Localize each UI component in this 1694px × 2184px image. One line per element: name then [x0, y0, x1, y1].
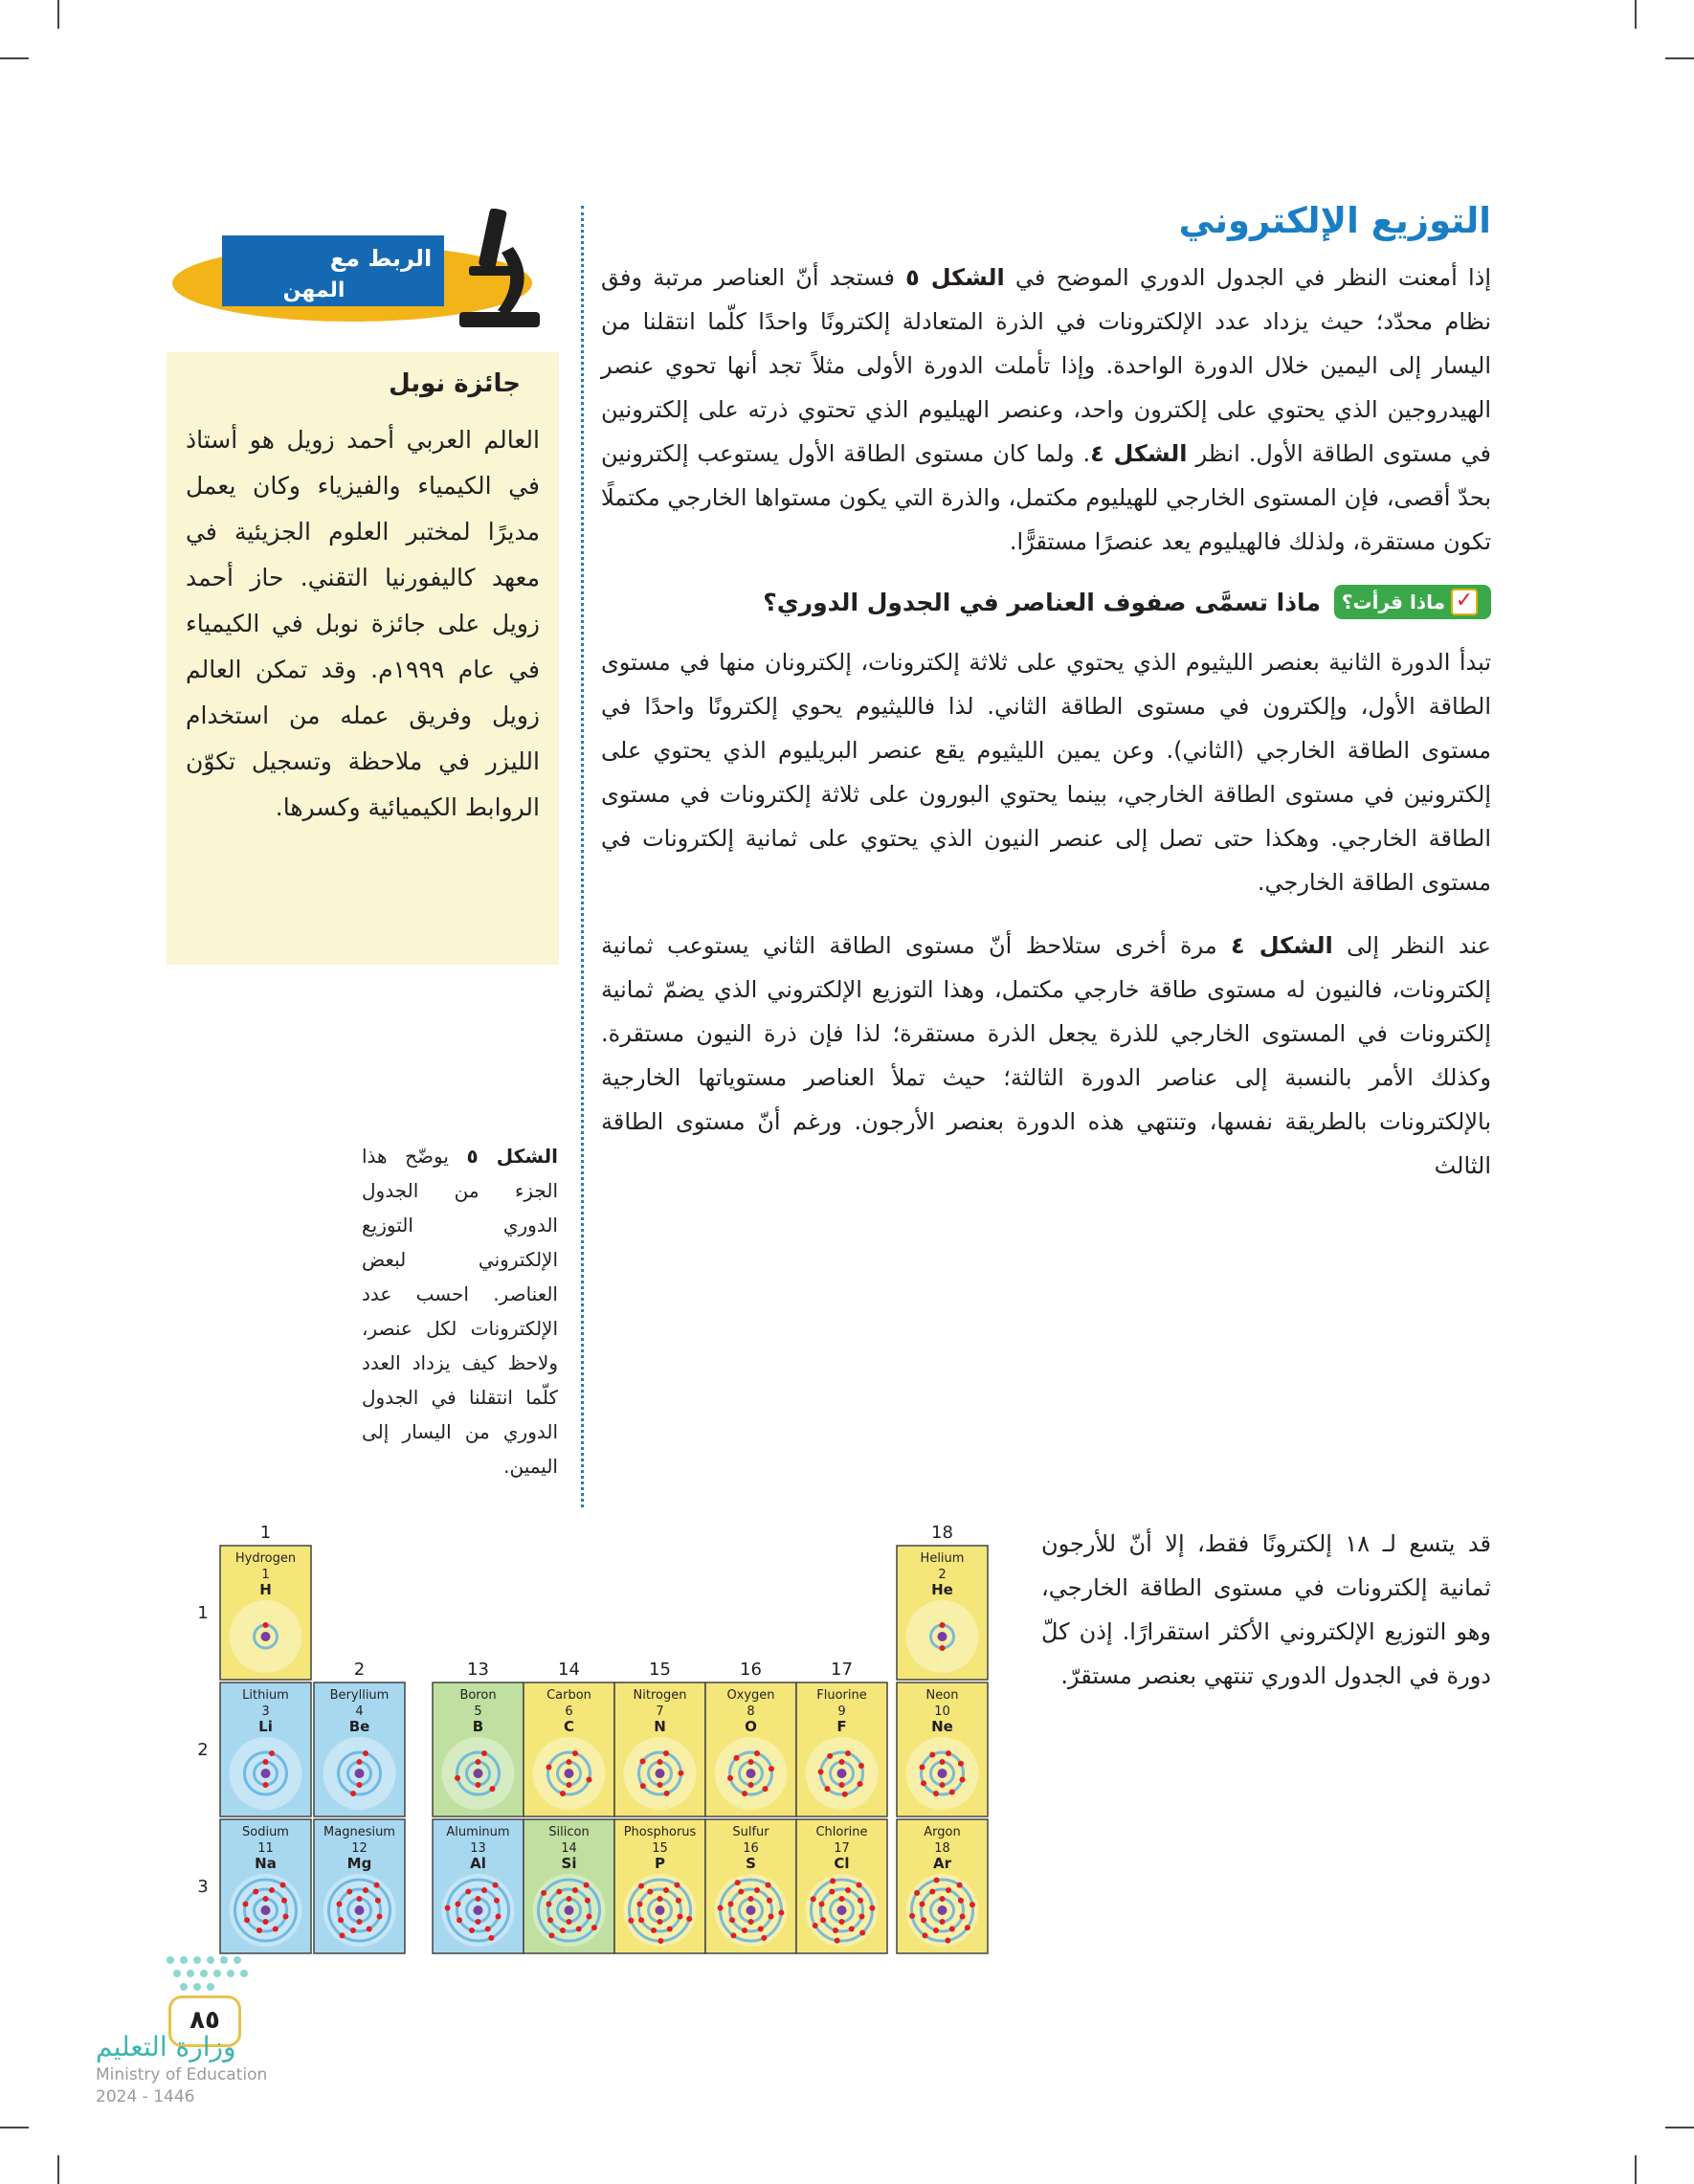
- electron: [273, 1926, 279, 1931]
- paragraph-period-three: عند النظر إلى الشكل ٤ مرة أخرى ستلاحظ أنّ مستوى الطاقة الثاني يستوعب ثمانية إلكترونات، فالنيون له مستوى طاقة خارجي مكتمل، وهذا التوزيع الإلكتروني الذي يضمّ ثمانية إلكترونات في المستوى الخارجي للذرة يجعل الذرة مستقرة؛ لذا فإن ذرة النيون مستقرة. وكذلك الأمر بالنسبة إلى عناصر الدورة الثالثة؛ حيث تملأ العناصر مستوياتها الخارجية بالإلكترونات بالطريقة نفسها، وتنتهي هذه الدورة بعنصر الأرجون. ورغم أنّ مستوى الطاقة الثالث: [601, 932, 1491, 1179]
- electron: [678, 1914, 683, 1920]
- electron: [678, 1771, 683, 1776]
- electron: [859, 1929, 865, 1935]
- figure-caption: الشكل ٥ يوضّح هذا الجزء من الجدول الدوري التوزيع الإلكتروني لبعض العناصر. احسب عدد الإلكترونات لكل عنصر، ولاحظ كيف يزداد العدد كلّما انتقلنا في الجدول الدوري من اليسار إلى اليمين.: [362, 1145, 559, 1478]
- electron: [567, 1896, 572, 1902]
- element-number: 6: [565, 1705, 573, 1719]
- electron: [842, 1792, 848, 1797]
- electron: [658, 1896, 663, 1902]
- electron: [758, 1926, 764, 1931]
- electron: [754, 1750, 760, 1756]
- electron: [960, 1914, 966, 1920]
- nucleus: [355, 1769, 365, 1778]
- element-number: 2: [938, 1568, 947, 1582]
- nucleus: [938, 1905, 947, 1915]
- electron: [730, 1932, 736, 1938]
- element-name: Chlorine: [815, 1825, 868, 1839]
- electron: [858, 1898, 863, 1904]
- element-symbol: Be: [348, 1718, 370, 1735]
- nucleus: [565, 1769, 574, 1778]
- banner-line-1: الربط مع: [329, 245, 433, 272]
- element-name: Silicon: [548, 1825, 590, 1839]
- electron: [675, 1883, 680, 1888]
- electron: [476, 1782, 481, 1788]
- electron: [338, 1917, 344, 1923]
- electron: [667, 1926, 673, 1931]
- electron: [445, 1905, 451, 1911]
- nucleus: [474, 1905, 483, 1915]
- caption-label: الشكل ٥: [466, 1145, 559, 1168]
- electron: [729, 1917, 735, 1923]
- reading-check-badge: ✓ ماذا قرأت؟: [1334, 585, 1491, 619]
- crop-mark: [1665, 57, 1694, 59]
- electron: [940, 1645, 946, 1651]
- element-symbol: N: [654, 1718, 666, 1735]
- nucleus: [261, 1632, 271, 1641]
- electron: [638, 1883, 644, 1889]
- element-number: 10: [934, 1705, 950, 1719]
- electron: [827, 1753, 833, 1759]
- electron: [769, 1766, 774, 1772]
- electron: [762, 1786, 768, 1792]
- electron: [766, 1883, 771, 1888]
- element-symbol: He: [931, 1581, 953, 1598]
- element-symbol: F: [836, 1718, 847, 1735]
- electron: [845, 1750, 851, 1756]
- crop-mark: [1635, 2155, 1637, 2184]
- element-symbol: S: [746, 1855, 756, 1872]
- electron: [357, 1896, 363, 1902]
- page-number: ٨٥: [168, 1995, 241, 2047]
- electron: [748, 1782, 754, 1788]
- electron: [640, 1758, 646, 1764]
- electron: [476, 1759, 481, 1765]
- electron: [567, 1919, 572, 1925]
- paragraph-wrap-continuation: قد يتسع لـ ١٨ إلكترونًا فقط، إلا أنّ للأرجون ثمانية إلكترونات في مستوى الطاقة الخارجي، وهو التوزيع الإلكتروني الأكثر استقرارًا. إذن كلّ دورة في الجدول الدوري تنتهي بعنصر مستقرّ.: [1041, 1530, 1491, 1689]
- electron: [494, 1898, 500, 1904]
- element-symbol: Si: [561, 1855, 577, 1872]
- nucleus: [355, 1905, 365, 1915]
- element-symbol: O: [745, 1718, 757, 1735]
- electron: [940, 1919, 946, 1925]
- electron: [638, 1917, 644, 1923]
- element-name: Argon: [924, 1825, 961, 1839]
- electron: [658, 1938, 663, 1944]
- electron: [336, 1901, 342, 1906]
- electron: [811, 1896, 816, 1902]
- electron: [587, 1777, 592, 1783]
- element-number: 5: [474, 1705, 482, 1719]
- electron: [263, 1896, 269, 1902]
- group-label: 16: [740, 1660, 762, 1680]
- edition-year: 2024 - 1446: [96, 2087, 195, 2106]
- electron: [933, 1791, 939, 1796]
- element-symbol: Ar: [932, 1855, 952, 1872]
- electron: [933, 1928, 939, 1933]
- electron: [493, 1883, 499, 1888]
- electron: [269, 1750, 275, 1756]
- electron: [748, 1896, 754, 1902]
- electron: [476, 1919, 481, 1925]
- electron: [541, 1890, 546, 1896]
- element-symbol: Al: [470, 1855, 486, 1872]
- electron: [946, 1750, 951, 1756]
- ministry-logo-dots: [161, 1952, 266, 1995]
- electron: [375, 1898, 381, 1904]
- figure-4-reference: الشكل ٤: [1090, 440, 1188, 467]
- electron: [769, 1914, 774, 1920]
- electron: [849, 1926, 855, 1931]
- electron: [567, 1782, 572, 1788]
- electron: [919, 1764, 925, 1770]
- electron: [269, 1887, 275, 1893]
- element-symbol: Cl: [834, 1855, 850, 1872]
- electron: [465, 1889, 471, 1895]
- electron: [929, 1889, 935, 1895]
- element-symbol: Li: [258, 1718, 273, 1735]
- electron: [584, 1883, 590, 1888]
- electron: [676, 1898, 681, 1904]
- electron: [727, 1775, 733, 1781]
- element-number: 12: [351, 1841, 368, 1856]
- element-name: Beryllium: [329, 1688, 390, 1703]
- electron: [734, 1755, 740, 1761]
- electron: [651, 1928, 657, 1933]
- ministry-logo-arabic: وزارة التعليم: [96, 2031, 236, 2062]
- element-number: 7: [656, 1705, 664, 1719]
- electron: [839, 1896, 845, 1902]
- electron: [748, 1919, 754, 1925]
- electron: [958, 1898, 964, 1904]
- electron: [560, 1791, 566, 1796]
- element-name: Helium: [920, 1551, 965, 1566]
- sidebar-text: العالم العربي أحمد زويل هو أستاذ في الكيمياء والفيزياء وكان يعمل مديرًا لمختبر العلوم الجزيئية في معهد كاليفورنيا التقني. حاز أحمد زويل على جائزة نوبل في الكيمياء في عام ١٩٩٩م. وقد تمكن العالم زويل وفريق عمله من استخدام الليزر في ملاحظة وتسجيل تكوّن الروابط الكيميائية وكسرها.: [186, 426, 540, 821]
- period-label: 3: [197, 1877, 209, 1897]
- electron: [830, 1878, 836, 1883]
- electron: [546, 1901, 551, 1906]
- electron: [339, 1932, 345, 1938]
- electron: [686, 1916, 692, 1922]
- electron: [859, 1914, 865, 1920]
- banner-line-2: المهن: [282, 279, 345, 302]
- element-name: Sulfur: [732, 1825, 769, 1839]
- paragraph-period-two: تبدأ الدورة الثانية بعنصر الليثيوم الذي يحتوي على ثلاثة إلكترونات، إلكترونان منها في مستوى الطاقة الأول، وإلكترون في مستوى الطاقة الثاني. لذا فالليثيوم يحوي إلكترونًا واحدًا في مستوى الطاقة الخارجي (الثاني). وعن يمين الليثيوم يقع عنصر البريليوم الذي يحتوي على إلكترونين في مستوى الطاقة الخارجي، بينما يحتوي البورون على ثلاثة إلكترونات في مستوى الطاقة الخارجي. وهكذا حتى تصل إلى عنصر النيون الذي يحتوي على ثمانية إلكترونات في مستوى الطاقة الخارجي.: [601, 649, 1491, 896]
- group-label: 1: [259, 1523, 272, 1543]
- electron: [556, 1889, 562, 1895]
- group-label: 15: [649, 1660, 671, 1680]
- electron: [921, 1780, 926, 1786]
- element-name: Sodium: [242, 1825, 289, 1839]
- element-name: Carbon: [546, 1688, 591, 1703]
- electron: [263, 1919, 269, 1925]
- electron: [829, 1889, 835, 1895]
- electron: [476, 1896, 481, 1902]
- element-number: 13: [470, 1841, 486, 1856]
- electron: [560, 1928, 566, 1933]
- element-name: Phosphorus: [623, 1825, 697, 1839]
- element-symbol: Ne: [931, 1718, 953, 1735]
- electron: [825, 1786, 831, 1792]
- reading-check-question: ماذا تسمَّى صفوف العناصر في الجدول الدوري؟: [763, 588, 1321, 616]
- crop-mark: [0, 57, 29, 59]
- electron: [357, 1759, 363, 1765]
- element-number: 9: [837, 1705, 846, 1719]
- electron: [818, 1901, 824, 1906]
- element-number: 16: [743, 1841, 759, 1856]
- nucleus: [656, 1769, 665, 1778]
- electron: [858, 1781, 863, 1787]
- electron: [945, 1937, 950, 1943]
- electron: [283, 1914, 289, 1920]
- electron: [742, 1928, 747, 1933]
- electron: [958, 1761, 964, 1767]
- electron: [909, 1913, 915, 1919]
- electron: [858, 1763, 864, 1769]
- electron: [658, 1759, 663, 1765]
- element-name: Magnesium: [323, 1825, 395, 1839]
- electron: [658, 1782, 663, 1788]
- period-label: 2: [197, 1740, 209, 1760]
- electron: [857, 1883, 862, 1888]
- electron: [481, 1750, 487, 1756]
- electron: [363, 1750, 368, 1756]
- electron: [374, 1883, 380, 1888]
- electron: [244, 1917, 250, 1923]
- nucleus: [474, 1769, 483, 1778]
- electron: [455, 1901, 460, 1906]
- element-symbol: H: [259, 1581, 272, 1598]
- element-symbol: C: [563, 1718, 575, 1735]
- crop-mark: [0, 2127, 29, 2128]
- electron: [567, 1759, 572, 1765]
- element-number: 1: [261, 1568, 270, 1582]
- nucleus: [837, 1769, 847, 1778]
- electron: [587, 1914, 592, 1920]
- electron: [628, 1918, 634, 1924]
- nucleus: [938, 1769, 947, 1778]
- electron: [664, 1791, 670, 1796]
- electron: [263, 1782, 269, 1788]
- electron: [469, 1928, 475, 1933]
- element-name: Oxygen: [726, 1688, 775, 1703]
- reading-check: [601, 585, 1491, 619]
- electron: [869, 1905, 875, 1911]
- electron: [346, 1889, 352, 1895]
- careers-banner: [161, 209, 563, 343]
- electron: [940, 1782, 946, 1788]
- element-number: 3: [261, 1705, 270, 1719]
- element-number: 14: [561, 1841, 577, 1856]
- electron: [940, 1622, 946, 1628]
- electron: [813, 1923, 818, 1928]
- group-label: 18: [931, 1523, 953, 1543]
- electron: [572, 1887, 578, 1893]
- electron: [263, 1759, 269, 1765]
- element-name: Aluminum: [446, 1825, 510, 1839]
- electron: [281, 1898, 287, 1904]
- crop-mark: [57, 2155, 59, 2184]
- electron: [748, 1759, 754, 1765]
- section-title: التوزيع الإلكتروني: [1178, 200, 1491, 241]
- electron: [572, 1750, 578, 1756]
- element-name: Fluorine: [816, 1688, 867, 1703]
- nucleus: [261, 1905, 271, 1915]
- ministry-logo-english: Ministry of Education: [96, 2065, 268, 2084]
- element-number: 11: [257, 1841, 274, 1856]
- periodic-table-figure: [182, 1517, 995, 1967]
- sidebar-heading: جائزة نوبل: [389, 369, 521, 398]
- electron: [839, 1782, 845, 1788]
- electron: [818, 1769, 824, 1774]
- electron: [957, 1883, 963, 1888]
- element-number: 8: [747, 1705, 755, 1719]
- element-name: Lithium: [242, 1688, 289, 1703]
- nucleus: [656, 1905, 665, 1915]
- element-name: Nitrogen: [633, 1688, 687, 1703]
- element-number: 17: [834, 1841, 850, 1856]
- electron: [256, 1928, 262, 1933]
- electron: [738, 1889, 744, 1895]
- electron: [727, 1901, 733, 1906]
- electron: [835, 1938, 840, 1944]
- crop-mark: [1665, 2127, 1694, 2128]
- electron: [377, 1914, 383, 1920]
- electron: [735, 1880, 741, 1885]
- electron: [940, 1759, 946, 1765]
- electron: [778, 1909, 784, 1915]
- crop-mark: [1635, 0, 1637, 29]
- electron: [585, 1898, 591, 1904]
- electron: [636, 1901, 642, 1906]
- electron: [280, 1883, 286, 1888]
- figure-5-reference: الشكل ٥: [905, 264, 1005, 291]
- nucleus: [565, 1905, 574, 1915]
- electron: [970, 1902, 975, 1907]
- electron: [481, 1887, 487, 1893]
- nucleus: [747, 1769, 756, 1778]
- group-label: 14: [558, 1660, 580, 1680]
- nucleus: [837, 1905, 847, 1915]
- electron: [949, 1789, 955, 1794]
- electron: [663, 1887, 669, 1893]
- nucleus: [938, 1632, 947, 1641]
- electron: [929, 1752, 935, 1758]
- paragraph-intro: إذا أمعنت النظر في الجدول الدوري الموضح في الشكل ٥ فستجد أنّ العناصر مرتبة وفق نظام محدّد؛ حيث يزداد عدد الإلكترونات في الذرة المتعادلة إلكترونًا واحدًا كلّما انتقلنا من اليسار إلى اليمين خلال الدورة الواحدة. وإذا تأملت الدورة الأولى مثلاً تجد أنها تحوي عنصر الهيدروجين الذي يحتوي على إلكترون واحد، وعنصر الهيليوم الذي تحتوي ذرته على إلكترونين في مستوى الطاقة الأول. انظر الشكل ٤. ولما كان مستوى الطاقة الأول يستوعب إلكترونين بحدّ أقصى، فإن المستوى الخارجي للهيليوم مكتمل، والذرة التي يكون مستواها الخارجي مكتملًا تكون مستقرة، ولذلك فالهيليوم يعد عنصرًا مستقرًّا.: [601, 264, 1492, 555]
- electron: [919, 1901, 925, 1906]
- element-symbol: P: [655, 1855, 665, 1872]
- element-name: Neon: [925, 1688, 959, 1703]
- electron: [253, 1889, 258, 1895]
- electron: [640, 1783, 646, 1789]
- electron: [576, 1926, 582, 1931]
- electron: [489, 1786, 495, 1792]
- electron: [455, 1775, 460, 1781]
- electron: [833, 1928, 838, 1933]
- element-symbol: Na: [255, 1855, 277, 1872]
- electron: [548, 1932, 554, 1938]
- careers-box: [167, 352, 559, 965]
- figure-4-reference: الشكل ٤: [1231, 932, 1333, 959]
- electron: [647, 1889, 653, 1895]
- electron: [754, 1887, 760, 1893]
- electron: [839, 1759, 845, 1765]
- element-number: 18: [934, 1841, 950, 1856]
- electron: [946, 1887, 951, 1893]
- nucleus: [261, 1769, 271, 1778]
- element-number: 4: [355, 1705, 364, 1719]
- electron: [367, 1926, 372, 1931]
- electron: [457, 1917, 462, 1923]
- electron: [845, 1887, 851, 1893]
- electron: [965, 1925, 970, 1930]
- electron: [242, 1901, 248, 1906]
- period-label: 1: [197, 1603, 209, 1623]
- element-number: 15: [652, 1841, 668, 1856]
- electron: [663, 1750, 669, 1756]
- group-label: 17: [831, 1660, 853, 1680]
- electron: [767, 1898, 772, 1904]
- electron: [357, 1782, 363, 1788]
- electron: [546, 1764, 551, 1770]
- electron: [914, 1890, 920, 1896]
- electron: [350, 1791, 356, 1796]
- element-symbol: B: [472, 1718, 484, 1735]
- electron: [496, 1914, 502, 1920]
- electron: [820, 1917, 826, 1923]
- electron: [921, 1917, 926, 1923]
- group-label: 13: [467, 1660, 489, 1680]
- electron: [350, 1928, 356, 1933]
- electron: [949, 1926, 955, 1931]
- element-name: Hydrogen: [234, 1551, 297, 1566]
- main-column: [601, 196, 1491, 1207]
- column-divider: [581, 206, 584, 1507]
- electron: [363, 1887, 368, 1893]
- element-name: Boron: [459, 1688, 497, 1703]
- electron: [761, 1935, 767, 1941]
- electron: [940, 1896, 946, 1902]
- electron: [488, 1935, 494, 1941]
- electron: [485, 1926, 491, 1931]
- crop-mark: [57, 0, 59, 29]
- element-symbol: Mg: [346, 1855, 372, 1872]
- electron: [934, 1878, 940, 1883]
- electron: [960, 1777, 966, 1783]
- electron: [742, 1791, 747, 1796]
- electron: [922, 1932, 927, 1938]
- checkmark-icon: ✓: [1451, 589, 1478, 615]
- nucleus: [747, 1905, 756, 1915]
- electron: [263, 1622, 269, 1628]
- electron: [591, 1925, 597, 1930]
- electron: [658, 1919, 663, 1925]
- electron: [357, 1919, 363, 1925]
- electron: [547, 1917, 553, 1923]
- group-label: 2: [353, 1660, 366, 1680]
- electron: [718, 1905, 724, 1911]
- electron: [839, 1919, 845, 1925]
